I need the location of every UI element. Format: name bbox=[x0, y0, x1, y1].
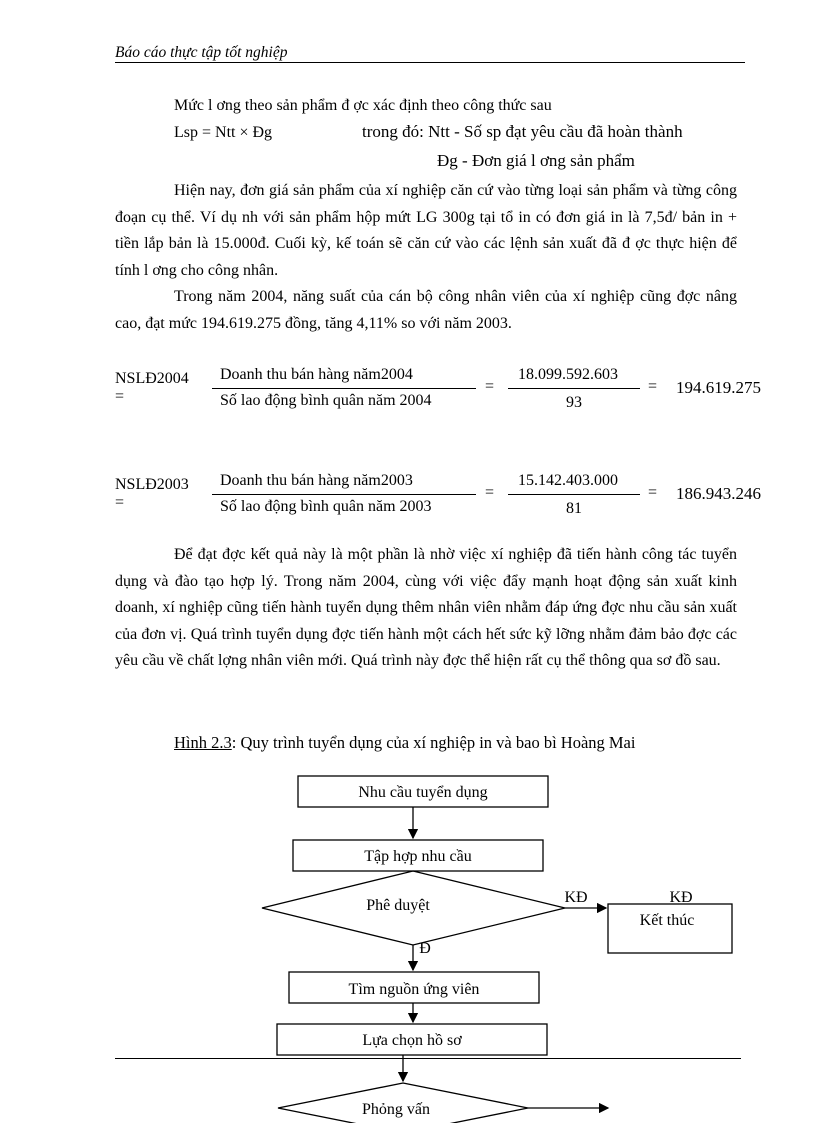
eq2003-label: NSLĐ2003 bbox=[115, 476, 189, 493]
flow-text-s1: Nhu cầu tuyển dụng bbox=[358, 784, 488, 801]
flow-text-d1: Phê duyệt bbox=[366, 897, 430, 914]
eq2004-result: 194.619.275 bbox=[676, 378, 761, 397]
eq2003-denominator: Số lao động bình quân năm 2003 bbox=[220, 498, 432, 515]
flow-text-d-label: Đ bbox=[419, 940, 431, 957]
flow-text-kd-left: KĐ bbox=[564, 889, 588, 906]
formula-dg-def: Đg - Đơn giá l ơng sản phẩm bbox=[437, 151, 635, 170]
eq2003-equals-2: = bbox=[648, 484, 658, 501]
eq2004-denominator: Số lao động bình quân năm 2004 bbox=[220, 392, 432, 409]
eq2004-den-value: 93 bbox=[566, 394, 582, 411]
flow-text-kd-right: KĐ bbox=[669, 889, 693, 906]
eq2004-equals-1: = bbox=[485, 378, 495, 395]
eq2003-result: 186.943.246 bbox=[676, 484, 761, 503]
eq2004-num-value: 18.099.592.603 bbox=[518, 366, 618, 383]
eq2004-label: NSLĐ2004 bbox=[115, 370, 189, 387]
paragraph-1: Hiện nay, đơn giá sản phẩm của xí nghiệp căn cứ vào từng loại sản phẩm và từng công đoạn cụ thể. Ví dụ nh với sản phẩm hộp mứt LG 300g tại tổ in có đơn giá in là 7,5đ/ bản in + tiền lắp bản là 15.000đ. Cuối kỳ, kế toán sẽ căn cứ vào các lệnh sản xuất đã đ ợc thực hiện để tính l ơng cho công nhân. bbox=[115, 182, 737, 279]
page-header: Báo cáo thực tập tốt nghiệp bbox=[115, 44, 288, 61]
paragraph-2: Trong năm 2004, năng suất của cán bộ công nhân viên của xí nghiệp cũng đợc nâng cao, đạt mức 194.619.275 đồng, tăng 4,11% so với năm 2003. bbox=[115, 288, 737, 332]
eq2003-num-value: 15.142.403.000 bbox=[518, 472, 618, 489]
formula-intro: Mức l ơng theo sản phẩm đ ợc xác định theo công thức sau bbox=[174, 97, 552, 114]
eq2003-equals-1: = bbox=[485, 484, 495, 501]
eq2003-eq-sign: = bbox=[115, 494, 125, 511]
formula-where: trong đó: Ntt - Số sp đạt yêu cầu đã hoàn thành bbox=[362, 122, 683, 141]
figure-caption-label: Hình 2.3 bbox=[174, 733, 232, 752]
formula-lhs: Lsp = Ntt × Đg bbox=[174, 124, 273, 141]
flow-text-s4: Lựa chọn hồ sơ bbox=[362, 1032, 462, 1049]
eq2004-equals-2: = bbox=[648, 378, 658, 395]
eq2004-eq-sign: = bbox=[115, 388, 125, 405]
footer-rule bbox=[115, 1058, 741, 1059]
flow-text-s3: Tìm nguồn ứng viên bbox=[348, 981, 480, 998]
figure-caption-text: : Quy trình tuyển dụng của xí nghiệp in và bao bì Hoàng Mai bbox=[231, 733, 636, 752]
eq2004-numerator: Doanh thu bán hàng năm2004 bbox=[220, 366, 413, 383]
flow-text-d2: Phỏng vấn bbox=[362, 1101, 430, 1118]
paragraph-3: Để đạt đợc kết quả này là một phần là nhờ việc xí nghiệp đã tiến hành công tác tuyển dụng và đào tạo hợp lý. Trong năm 2004, cùng với việc đẩy mạnh hoạt động sản xuất kinh doanh, xí nghiệp cũng tiến hành tuyển dụng thêm nhân viên nhằm đáp ứng đợc nhu cầu sản xuất của đơn vị. Quá trình tuyển dụng đợc tiến hành một cách hết sức kỹ lỡng nhằm đảm bảo đợc các yêu cầu về chất lợng nhân viên mới. Quá trình này đợc thể hiện rất cụ thể thông qua sơ đồ sau. bbox=[115, 546, 737, 670]
flow-text-end: Kết thúc bbox=[639, 912, 695, 929]
flow-text-s2: Tập hợp nhu cầu bbox=[364, 848, 472, 865]
eq2003-numerator: Doanh thu bán hàng năm2003 bbox=[220, 472, 413, 489]
eq2003-den-value: 81 bbox=[566, 500, 582, 517]
